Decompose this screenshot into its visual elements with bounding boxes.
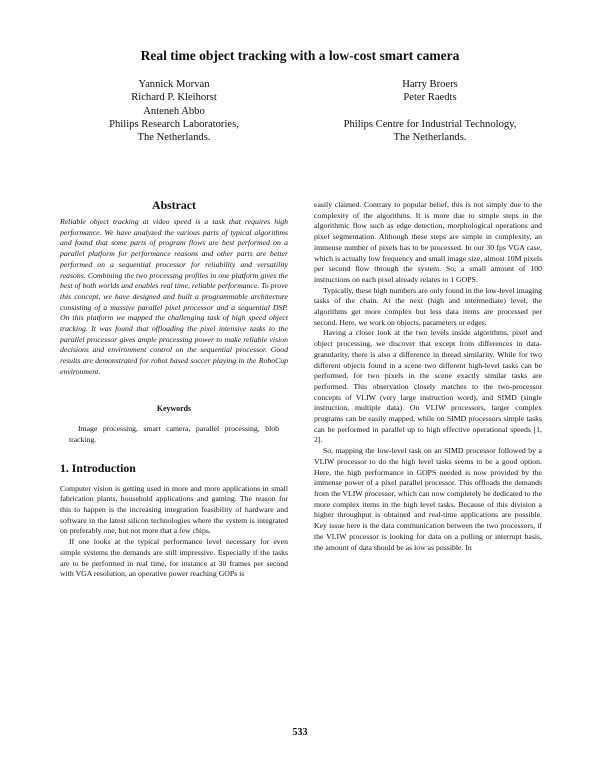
author-line: Yannick Morvan [138, 79, 210, 90]
paragraph: Typically, these high numbers are only found in the low-level imaging tasks of the chain. At the next (high and intermediate) level, the algorithms get more complex but less data items are processed per second. Here, we work on objects, parameters or edges. [314, 285, 542, 327]
author-line: Peter Raedts [403, 92, 457, 104]
left-column [60, 198, 288, 580]
paper-title: Real time object tracking with a low-cost smart camera [140, 48, 460, 63]
author-line: Harry Broers [402, 79, 458, 90]
keywords-text: Image processing, smart camera, parallel processing, blob tracking. [69, 424, 279, 444]
authors-right [305, 78, 555, 144]
paragraph: Computer vision is getting used in more and more applications in small fabrication plants, household applications and gaming. The reason for this to happen is the increasing integration feasibility of hardware and software in the latest silicon technologies where the system is integrated on preferably one, but not more that a few chips. [60, 483, 288, 536]
authors-left [68, 78, 280, 144]
affiliation-line: Philips Centre for Industrial Technology, [343, 118, 517, 130]
author-line: Anteneh Abbo [143, 105, 205, 117]
abstract-text: Reliable object tracking at video speed is a task that requires high performance. We have analyzed the various parts of typical algorithms and found that some parts of program flows are best performed on a parallel platform for performance reasons and other parts are better performed on a sequential processor for reliability and versatility reasons. Combining the two processing profiles in one platform gives the best of both worlds and enables real time, reliable performance. To prove this concept, we have designed and built a programmable architecture consisting of a massive parallel pixel processor and a sequential DSP. On this platform we mapped the challenging task of high speed object tracking. It was found that offloading the pixel intensive tasks to the parallel processor gives ample processing power to make reliable vision decisions and environment control on the sequential processor. Good results are demonstrated for robot based soccer playing in the RoboCup environment. [60, 217, 288, 376]
paragraph: easily claimed. Contrary to popular belief, this is not simply due to the complexity of the algorithms. It is more due to simple steps in the algorithmic flow such as edge detection, morphological operations and pixel segmentation. Although these steps are simple in complexity, an immense number of pixels has to be processed. In our 30 fps VGA case, which is actually low frequency and small image size, almost 10M pixels per second flow through the system. So, a small amount of 100 instructions on each pixel already relates to 1 GOPS. [314, 200, 542, 284]
paragraph: Having a closer look at the two levels inside algorithms, pixel and object processing, we discover that except from differences in data-granularity, there is also a difference in thread similarity. While for two different objects found in a scene two different high-level tasks can be performed, for two pixels in the scene exactly similar tasks are performed. This observation closely matches to the two-processor concepts of VLIW (very large instruction word), and SIMD (single instruction, multiple data). On VLIW processors, larger complex programs can be easily mapped, while on SIMD processors simple tasks can be performed in parallel up to high effective operational speeds [1, 2]. [314, 328, 542, 445]
affiliation-line: The Netherlands. [137, 132, 211, 144]
right-column [314, 200, 542, 553]
author-line [305, 105, 555, 118]
affiliation-line: The Netherlands. [393, 132, 467, 144]
page-number: 533 [292, 727, 308, 738]
paragraph: If one looks at the typical performance level necessary for even simple systems the demands are still impressive. Especially if the tasks are to be performed in real time, for instance at 30 frames per second with VGA resolution, an operative power reaching GOPs is [60, 537, 288, 579]
author-line: Richard P. Kleihorst [131, 92, 217, 104]
abstract-heading: Abstract [152, 198, 196, 212]
keywords-heading: Keywords [156, 403, 192, 413]
paragraph: So, mapping the low-level task on an SIMD processor followed by a VLIW processor to do the high level tasks seems to be a good option. Here, the high performance in GOPS needed is now provided by the immense power of a pixel parallel processor. This offloads the demands from the VLIW processor, which can now completely be dedicated to the more complex items in the high level tasks. Because of this division a higher throughput is obtained and real-time applications are possible. Key issue here is the data communication between the two processors, if the VLIW processor is looking for data on a polling or interrupt basis, the amount of data should be as low as possible. In [314, 446, 542, 552]
section-heading: 1. Introduction [60, 460, 136, 475]
affiliation-line: Philips Research Laboratories, [109, 118, 239, 130]
